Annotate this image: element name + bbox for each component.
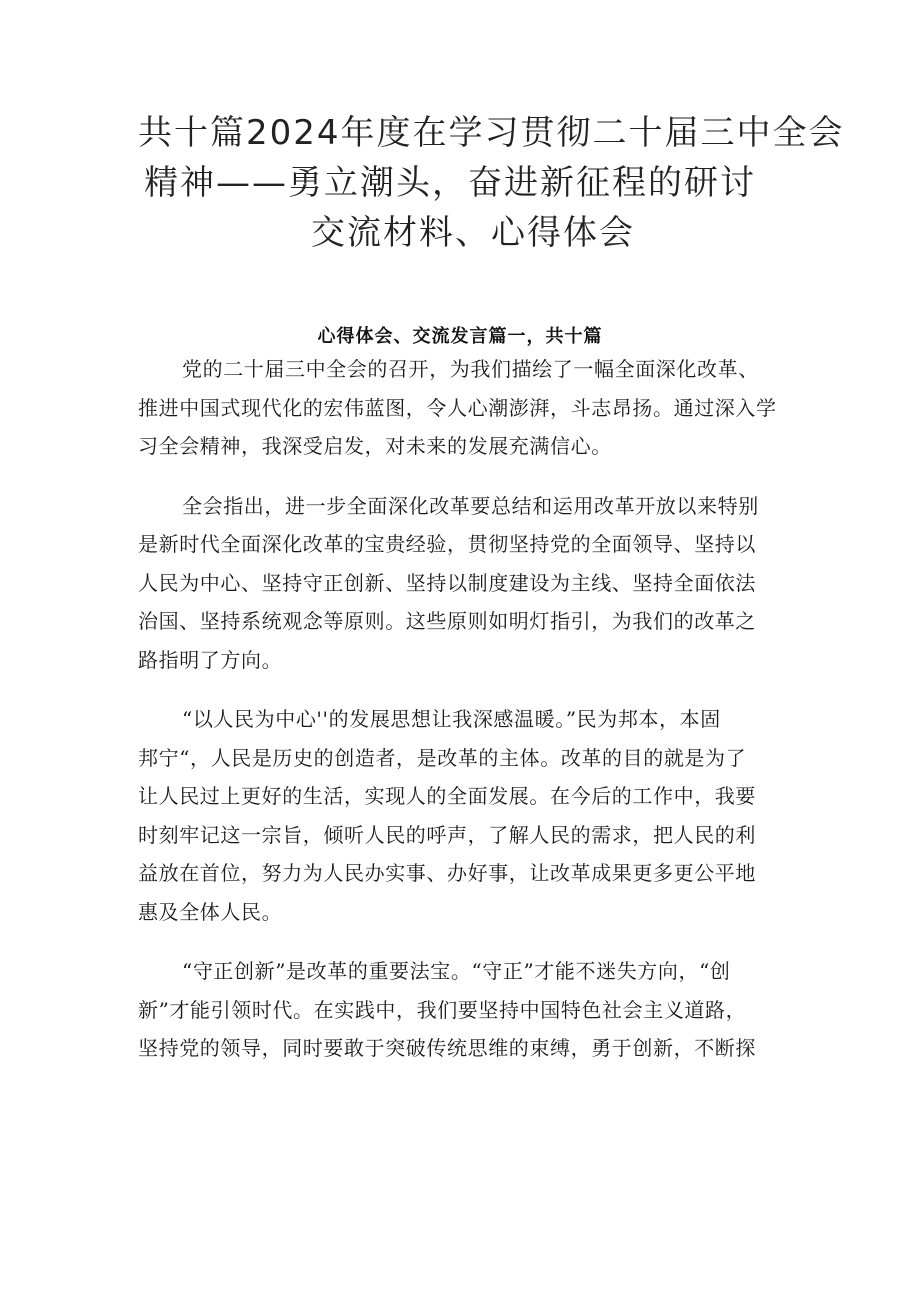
title-line-1: 共十篇2024年度在学习贯彻二十届三中全会 (138, 113, 845, 153)
paragraph-line: “守正创新”是改革的重要法宝。“守正”才能不迷失方向，“创 (182, 959, 731, 983)
document-title (130, 108, 845, 258)
paragraph-4 (138, 952, 790, 1068)
paragraph-line: “以人民为中心''的发展思想让我深感温暖。”民为邦本，本固 (182, 707, 721, 731)
paragraph-line: 益放在首位，努力为人民办实事、办好事，让改革成果更多更公平地 (138, 861, 756, 885)
paragraph-3 (138, 700, 790, 931)
title-line-2: 精神——勇立潮头，奋进新征程的研讨 (144, 163, 756, 203)
paragraph-2 (138, 487, 790, 680)
paragraph-line: 推进中国式现代化的宏伟蓝图，令人心潮澎湃，斗志昂扬。通过深入学 (138, 395, 777, 420)
paragraph-line: 惠及全体人民。 (138, 899, 283, 924)
paragraph-line: 是新时代全面深化改革的宝贵经验，贯彻坚持党的全面领导、坚持以 (138, 532, 756, 556)
paragraph-line: 时刻牢记这一宗旨，倾听人民的呼声，了解人民的需求，把人民的利 (138, 822, 756, 847)
paragraph-line: 党的二十届三中全会的召开，为我们描绘了一幅全面深化改革、 (182, 357, 759, 381)
section-heading: 心得体会、交流发言篇一，共十篇 (317, 326, 603, 347)
paragraph-line: 全会指出，进一步全面深化改革要总结和运用改革开放以来特别 (182, 493, 759, 518)
paragraph-line: 人民为中心、坚持守正创新、坚持以制度建设为主线、坚持全面依法 (138, 570, 756, 595)
body-text (138, 350, 790, 1089)
paragraph-line: 路指明了方向。 (138, 647, 283, 672)
paragraph-1 (138, 350, 790, 466)
paragraph-line: 让人民过上更好的生活，实现人的全面发展。在今后的工作中，我要 (138, 784, 756, 808)
title-line-3: 交流材料、心得体会 (311, 213, 635, 253)
paragraph-line: 新”才能引领时代。在实践中，我们要坚持中国特色社会主义道路， (138, 997, 747, 1022)
paragraph-line: 坚持党的领导，同时要敢于突破传统思维的束缚，勇于创新，不断探 (138, 1036, 756, 1060)
paragraph-line: 习全会精神，我深受启发，对未来的发展充满信心。 (138, 434, 612, 458)
paragraph-line: 邦宁“，人民是历史的创造者，是改革的主体。改革的目的就是为了 (138, 745, 747, 770)
paragraph-line: 治国、坚持系统观念等原则。这些原则如明灯指引，为我们的改革之 (138, 609, 756, 633)
